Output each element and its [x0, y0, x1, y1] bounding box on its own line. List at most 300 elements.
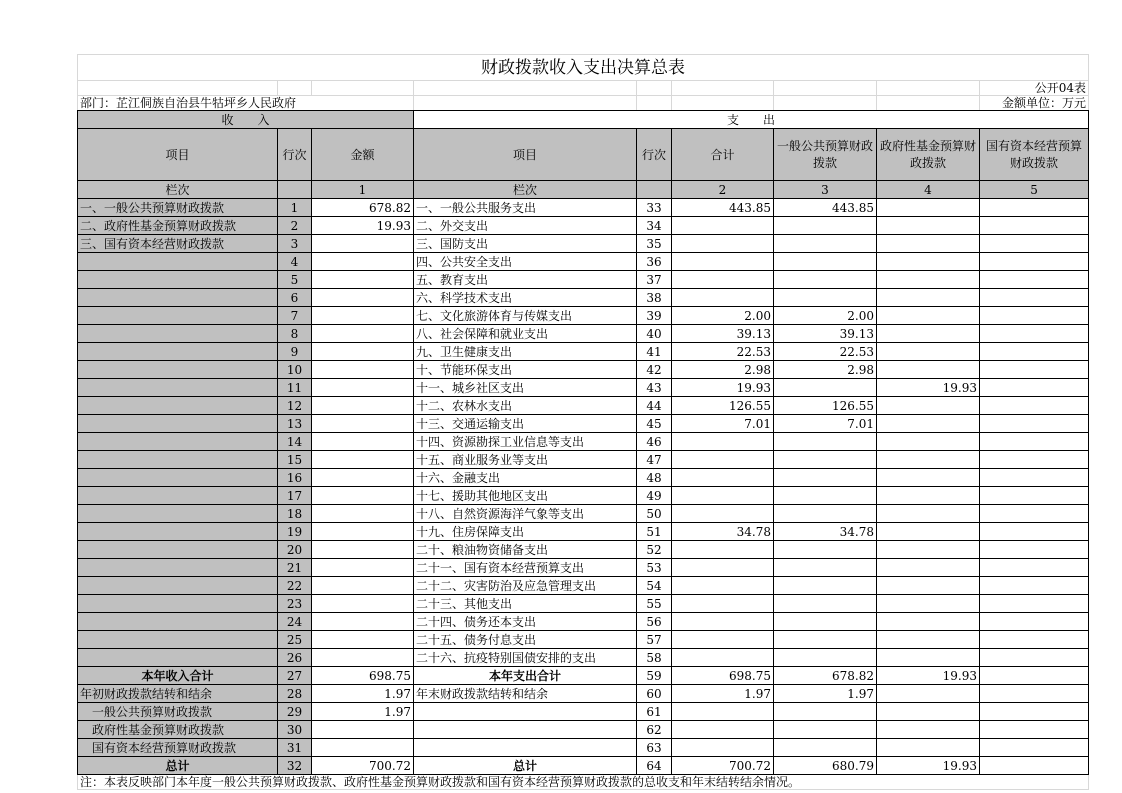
- general-budget-amount: [774, 451, 877, 469]
- income-item: [78, 541, 278, 559]
- expense-total: 19.93: [672, 379, 774, 397]
- general-budget-amount: [774, 235, 877, 253]
- expense-row-no: 61: [637, 703, 672, 721]
- expense-total: 2.00: [672, 307, 774, 325]
- table-row: [78, 559, 1089, 577]
- general-budget-amount: [774, 739, 877, 757]
- state-capital-amount: [980, 343, 1089, 361]
- expense-item: 十七、援助其他地区支出: [414, 487, 637, 505]
- state-capital-amount: [980, 757, 1089, 775]
- fund-budget-amount: [877, 721, 980, 739]
- expense-item: 八、社会保障和就业支出: [414, 325, 637, 343]
- expense-item: [414, 703, 637, 721]
- table-row: [78, 415, 1089, 433]
- table-row: [78, 289, 1089, 307]
- expense-total: [672, 253, 774, 271]
- col-index-3: 3: [774, 181, 877, 199]
- fund-budget-amount: 19.93: [877, 667, 980, 685]
- general-budget-amount: [774, 631, 877, 649]
- general-budget-amount: [774, 505, 877, 523]
- general-budget-amount: [774, 577, 877, 595]
- expense-item: 十九、住房保障支出: [414, 523, 637, 541]
- table-row: [78, 541, 1089, 559]
- income-item: [78, 595, 278, 613]
- expense-total: 7.01: [672, 415, 774, 433]
- state-capital-amount: [980, 577, 1089, 595]
- expense-row-no: 57: [637, 631, 672, 649]
- fund-budget-amount: [877, 271, 980, 289]
- col-income-amount: 金额: [312, 129, 414, 181]
- expense-total: 1.97: [672, 685, 774, 703]
- fund-budget-amount: [877, 541, 980, 559]
- fund-budget-amount: [877, 451, 980, 469]
- income-item: [78, 397, 278, 415]
- expense-row-no: 62: [637, 721, 672, 739]
- expense-total: 126.55: [672, 397, 774, 415]
- expense-total: [672, 451, 774, 469]
- general-budget-amount: [774, 559, 877, 577]
- fund-budget-amount: [877, 343, 980, 361]
- income-row-no: 5: [278, 271, 312, 289]
- table-row: [78, 469, 1089, 487]
- income-amount: 698.75: [312, 667, 414, 685]
- expense-item: 十五、商业服务业等支出: [414, 451, 637, 469]
- fund-budget-amount: [877, 415, 980, 433]
- income-item: [78, 289, 278, 307]
- income-amount: [312, 577, 414, 595]
- table-row: [78, 307, 1089, 325]
- income-item: [78, 505, 278, 523]
- state-capital-amount: [980, 235, 1089, 253]
- income-row-no: 27: [278, 667, 312, 685]
- state-capital-amount: [980, 685, 1089, 703]
- income-row-no: 18: [278, 505, 312, 523]
- expense-total: 698.75: [672, 667, 774, 685]
- state-capital-amount: [980, 217, 1089, 235]
- income-row-no: 24: [278, 613, 312, 631]
- fund-budget-amount: [877, 631, 980, 649]
- general-budget-amount: [774, 613, 877, 631]
- expense-row-no: 53: [637, 559, 672, 577]
- income-amount: [312, 595, 414, 613]
- expense-total: [672, 613, 774, 631]
- expense-row-no: 46: [637, 433, 672, 451]
- expense-item: 二十六、抗疫特别国债安排的支出: [414, 649, 637, 667]
- state-capital-amount: [980, 505, 1089, 523]
- col-index-label: 栏次: [78, 181, 278, 199]
- expense-item: 总计: [414, 757, 637, 775]
- income-row-no: 30: [278, 721, 312, 739]
- income-amount: [312, 397, 414, 415]
- table-row: [78, 199, 1089, 217]
- expense-total: 700.72: [672, 757, 774, 775]
- general-budget-amount: 2.98: [774, 361, 877, 379]
- fund-budget-amount: [877, 199, 980, 217]
- income-item: [78, 307, 278, 325]
- expense-item: 二十、粮油物资储备支出: [414, 541, 637, 559]
- col-income-row-no: 行次: [278, 129, 312, 181]
- expense-total: [672, 631, 774, 649]
- income-row-no: 21: [278, 559, 312, 577]
- col-income-item: 项目: [78, 129, 278, 181]
- fund-budget-amount: [877, 613, 980, 631]
- expense-item: 二十一、国有资本经营预算支出: [414, 559, 637, 577]
- table-row: [78, 397, 1089, 415]
- expense-item: 五、教育支出: [414, 271, 637, 289]
- income-row-no: 11: [278, 379, 312, 397]
- page-title: 财政拨款收入支出决算总表: [78, 55, 1089, 81]
- income-amount: 19.93: [312, 217, 414, 235]
- expense-item: 十一、城乡社区支出: [414, 379, 637, 397]
- income-row-no: 26: [278, 649, 312, 667]
- income-item: 政府性基金预算财政拨款: [78, 721, 278, 739]
- general-budget-amount: 680.79: [774, 757, 877, 775]
- table-row: [78, 505, 1089, 523]
- state-capital-amount: [980, 487, 1089, 505]
- fiscal-summary-table: [77, 54, 1089, 790]
- income-amount: [312, 649, 414, 667]
- income-item: [78, 487, 278, 505]
- state-capital-amount: [980, 361, 1089, 379]
- state-capital-amount: [980, 415, 1089, 433]
- expense-item: 二十二、灾害防治及应急管理支出: [414, 577, 637, 595]
- income-amount: [312, 325, 414, 343]
- income-item: [78, 343, 278, 361]
- table-row: [78, 685, 1089, 703]
- income-row-no: 4: [278, 253, 312, 271]
- col-state-capital: 国有资本经营预算财政拨款: [980, 129, 1089, 181]
- expense-row-no: 39: [637, 307, 672, 325]
- income-item: 年初财政拨款结转和结余: [78, 685, 278, 703]
- fund-budget-amount: 19.93: [877, 757, 980, 775]
- table-row: [78, 739, 1089, 757]
- general-budget-amount: 1.97: [774, 685, 877, 703]
- income-amount: 700.72: [312, 757, 414, 775]
- expense-total: [672, 595, 774, 613]
- state-capital-amount: [980, 451, 1089, 469]
- department-label: 部门：芷江侗族自治县牛牯坪乡人民政府: [78, 96, 414, 111]
- col-total: 合计: [672, 129, 774, 181]
- general-budget-amount: [774, 541, 877, 559]
- income-row-no: 14: [278, 433, 312, 451]
- income-row-no: 32: [278, 757, 312, 775]
- income-row-no: 9: [278, 343, 312, 361]
- expense-row-no: 45: [637, 415, 672, 433]
- general-budget-amount: 126.55: [774, 397, 877, 415]
- table-row: [78, 577, 1089, 595]
- income-amount: [312, 541, 414, 559]
- fund-budget-amount: [877, 577, 980, 595]
- expense-total: [672, 217, 774, 235]
- state-capital-amount: [980, 271, 1089, 289]
- general-budget-amount: 7.01: [774, 415, 877, 433]
- income-row-no: 23: [278, 595, 312, 613]
- state-capital-amount: [980, 289, 1089, 307]
- expense-row-no: 35: [637, 235, 672, 253]
- table-row: [78, 649, 1089, 667]
- income-row-no: 15: [278, 451, 312, 469]
- fund-budget-amount: [877, 685, 980, 703]
- income-amount: [312, 739, 414, 757]
- fund-budget-amount: [877, 253, 980, 271]
- state-capital-amount: [980, 631, 1089, 649]
- general-budget-amount: [774, 595, 877, 613]
- expense-row-no: 51: [637, 523, 672, 541]
- expense-total: 443.85: [672, 199, 774, 217]
- expense-row-no: 43: [637, 379, 672, 397]
- income-amount: [312, 379, 414, 397]
- general-budget-amount: [774, 721, 877, 739]
- expense-row-no: 56: [637, 613, 672, 631]
- income-amount: 678.82: [312, 199, 414, 217]
- state-capital-amount: [980, 433, 1089, 451]
- income-item: [78, 325, 278, 343]
- expense-row-no: 50: [637, 505, 672, 523]
- fund-budget-amount: [877, 217, 980, 235]
- table-row: [78, 523, 1089, 541]
- table-row: [78, 361, 1089, 379]
- unit-label: 金额单位：万元: [980, 96, 1089, 111]
- general-budget-amount: [774, 703, 877, 721]
- expense-row-no: 33: [637, 199, 672, 217]
- income-amount: [312, 451, 414, 469]
- general-budget-amount: [774, 487, 877, 505]
- table-row: [78, 757, 1089, 775]
- expense-item: 十、节能环保支出: [414, 361, 637, 379]
- footnote: 注：本表反映部门本年度一般公共预算财政拨款、政府性基金预算财政拨款和国有资本经营预算财政拨款的总收支和年末结转结余情况。: [78, 775, 1089, 790]
- income-amount: [312, 469, 414, 487]
- table-row: [78, 271, 1089, 289]
- income-amount: [312, 523, 414, 541]
- expense-item: 二、外交支出: [414, 217, 637, 235]
- state-capital-amount: [980, 253, 1089, 271]
- income-row-no: 31: [278, 739, 312, 757]
- state-capital-amount: [980, 379, 1089, 397]
- expense-total: [672, 505, 774, 523]
- income-item: 一、一般公共预算财政拨款: [78, 199, 278, 217]
- state-capital-amount: [980, 397, 1089, 415]
- state-capital-amount: [980, 541, 1089, 559]
- expense-item: 二十三、其他支出: [414, 595, 637, 613]
- income-item: 一般公共预算财政拨款: [78, 703, 278, 721]
- fund-budget-amount: [877, 505, 980, 523]
- table-row: [78, 235, 1089, 253]
- table-row: [78, 595, 1089, 613]
- state-capital-amount: [980, 595, 1089, 613]
- income-header: 收 入: [78, 111, 414, 129]
- expense-item: 十四、资源勘探工业信息等支出: [414, 433, 637, 451]
- expense-item: 二十五、债务付息支出: [414, 631, 637, 649]
- table-row: [78, 487, 1089, 505]
- state-capital-amount: [980, 559, 1089, 577]
- income-amount: [312, 613, 414, 631]
- general-budget-amount: 2.00: [774, 307, 877, 325]
- expense-total: 39.13: [672, 325, 774, 343]
- expense-row-no: 58: [637, 649, 672, 667]
- col-index-1: 1: [312, 181, 414, 199]
- table-row: [78, 433, 1089, 451]
- expense-item: 本年支出合计: [414, 667, 637, 685]
- expense-total: [672, 541, 774, 559]
- income-item: [78, 433, 278, 451]
- income-item: [78, 415, 278, 433]
- fund-budget-amount: [877, 739, 980, 757]
- expense-row-no: 63: [637, 739, 672, 757]
- table-row: [78, 721, 1089, 739]
- expense-row-no: 60: [637, 685, 672, 703]
- expense-item: 三、国防支出: [414, 235, 637, 253]
- state-capital-amount: [980, 523, 1089, 541]
- state-capital-amount: [980, 307, 1089, 325]
- state-capital-amount: [980, 613, 1089, 631]
- expense-total: [672, 577, 774, 595]
- state-capital-amount: [980, 703, 1089, 721]
- expense-total: [672, 433, 774, 451]
- income-row-no: 1: [278, 199, 312, 217]
- col-fund-budget: 政府性基金预算财政拨款: [877, 129, 980, 181]
- income-amount: [312, 361, 414, 379]
- form-number: 公开04表: [980, 81, 1089, 96]
- expense-row-no: 49: [637, 487, 672, 505]
- state-capital-amount: [980, 739, 1089, 757]
- income-row-no: 3: [278, 235, 312, 253]
- income-item: [78, 523, 278, 541]
- expense-header: 支 出: [414, 111, 1089, 129]
- expense-total: [672, 289, 774, 307]
- fund-budget-amount: [877, 523, 980, 541]
- fund-budget-amount: [877, 559, 980, 577]
- general-budget-amount: 443.85: [774, 199, 877, 217]
- table-row: [78, 343, 1089, 361]
- expense-item: 年末财政拨款结转和结余: [414, 685, 637, 703]
- general-budget-amount: [774, 217, 877, 235]
- income-item: 本年收入合计: [78, 667, 278, 685]
- fund-budget-amount: [877, 289, 980, 307]
- fund-budget-amount: [877, 235, 980, 253]
- income-amount: [312, 433, 414, 451]
- fund-budget-amount: [877, 361, 980, 379]
- table-row: [78, 667, 1089, 685]
- income-row-no: 6: [278, 289, 312, 307]
- expense-row-no: 54: [637, 577, 672, 595]
- income-item: [78, 559, 278, 577]
- income-amount: [312, 271, 414, 289]
- fund-budget-amount: [877, 595, 980, 613]
- income-amount: [312, 343, 414, 361]
- expense-item: 二十四、债务还本支出: [414, 613, 637, 631]
- income-amount: [312, 415, 414, 433]
- col-expense-item: 项目: [414, 129, 637, 181]
- expense-item: 十六、金融支出: [414, 469, 637, 487]
- income-amount: [312, 235, 414, 253]
- income-row-no: 2: [278, 217, 312, 235]
- col-index-5: 5: [980, 181, 1089, 199]
- expense-total: [672, 271, 774, 289]
- fund-budget-amount: [877, 649, 980, 667]
- table-row: [78, 253, 1089, 271]
- income-row-no: 22: [278, 577, 312, 595]
- fund-budget-amount: 19.93: [877, 379, 980, 397]
- table-row: [78, 631, 1089, 649]
- expense-item: 十二、农林水支出: [414, 397, 637, 415]
- expense-total: [672, 235, 774, 253]
- expense-row-no: 52: [637, 541, 672, 559]
- income-amount: [312, 487, 414, 505]
- expense-total: [672, 721, 774, 739]
- expense-row-no: 34: [637, 217, 672, 235]
- general-budget-amount: [774, 379, 877, 397]
- income-row-no: 25: [278, 631, 312, 649]
- income-item: 二、政府性基金预算财政拨款: [78, 217, 278, 235]
- table-row: [78, 217, 1089, 235]
- expense-row-no: 55: [637, 595, 672, 613]
- income-item: [78, 649, 278, 667]
- expense-row-no: 44: [637, 397, 672, 415]
- expense-item: [414, 739, 637, 757]
- income-item: [78, 577, 278, 595]
- state-capital-amount: [980, 667, 1089, 685]
- income-row-no: 13: [278, 415, 312, 433]
- fund-budget-amount: [877, 469, 980, 487]
- general-budget-amount: [774, 289, 877, 307]
- general-budget-amount: 22.53: [774, 343, 877, 361]
- expense-row-no: 47: [637, 451, 672, 469]
- expense-row-no: 40: [637, 325, 672, 343]
- expense-total: 2.98: [672, 361, 774, 379]
- col-general-budget: 一般公共预算财政拨款: [774, 129, 877, 181]
- expense-total: [672, 649, 774, 667]
- income-row-no: 7: [278, 307, 312, 325]
- state-capital-amount: [980, 199, 1089, 217]
- general-budget-amount: 678.82: [774, 667, 877, 685]
- income-row-no: 8: [278, 325, 312, 343]
- income-row-no: 29: [278, 703, 312, 721]
- col-index-2: 2: [672, 181, 774, 199]
- expense-row-no: 59: [637, 667, 672, 685]
- fund-budget-amount: [877, 487, 980, 505]
- fund-budget-amount: [877, 325, 980, 343]
- expense-row-no: 37: [637, 271, 672, 289]
- expense-item: 九、卫生健康支出: [414, 343, 637, 361]
- income-item: [78, 451, 278, 469]
- general-budget-amount: 39.13: [774, 325, 877, 343]
- income-row-no: 12: [278, 397, 312, 415]
- income-item: 三、国有资本经营财政拨款: [78, 235, 278, 253]
- expense-row-no: 48: [637, 469, 672, 487]
- income-row-no: 10: [278, 361, 312, 379]
- general-budget-amount: [774, 253, 877, 271]
- expense-row-no: 41: [637, 343, 672, 361]
- expense-item: 十八、自然资源海洋气象等支出: [414, 505, 637, 523]
- state-capital-amount: [980, 649, 1089, 667]
- fund-budget-amount: [877, 703, 980, 721]
- income-amount: [312, 505, 414, 523]
- income-amount: [312, 253, 414, 271]
- income-item: [78, 631, 278, 649]
- income-row-no: 17: [278, 487, 312, 505]
- expense-item: 十三、交通运输支出: [414, 415, 637, 433]
- income-amount: [312, 559, 414, 577]
- table-row: [78, 613, 1089, 631]
- income-item: 国有资本经营预算财政拨款: [78, 739, 278, 757]
- income-item: [78, 361, 278, 379]
- income-item: [78, 253, 278, 271]
- expense-total: 34.78: [672, 523, 774, 541]
- state-capital-amount: [980, 469, 1089, 487]
- income-row-no: 20: [278, 541, 312, 559]
- table-row: [78, 703, 1089, 721]
- col-expense-row-no: 行次: [637, 129, 672, 181]
